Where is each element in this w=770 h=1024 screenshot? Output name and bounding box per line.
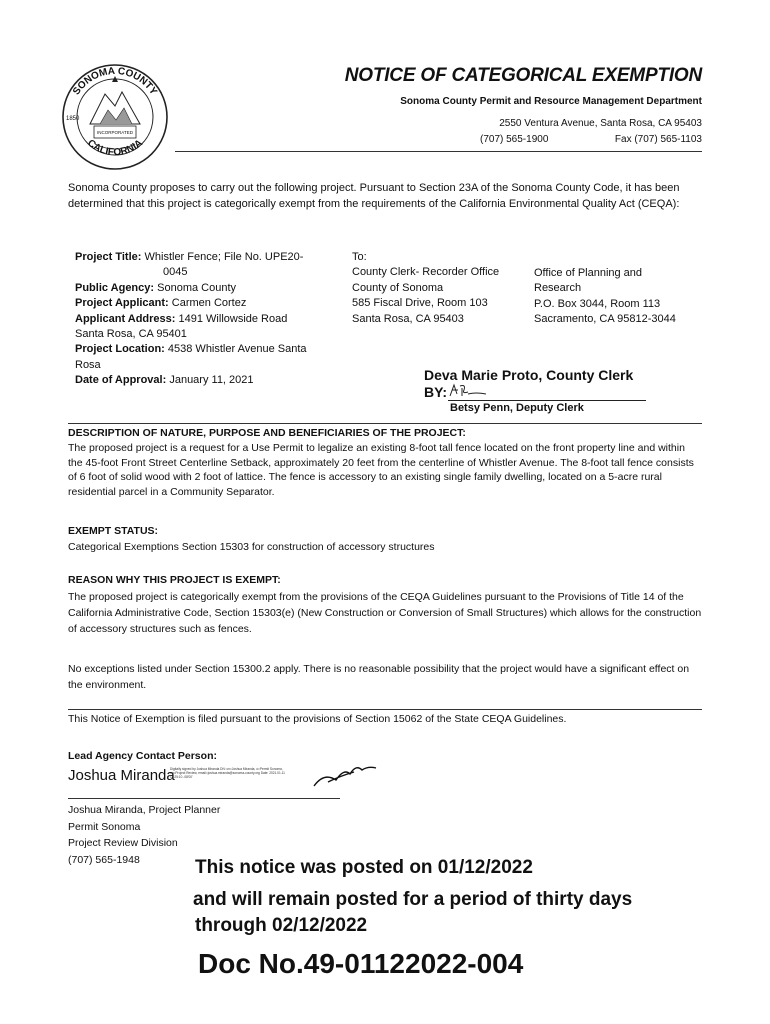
project-title-cont: 0045 xyxy=(163,266,188,279)
exempt-status-text: Categorical Exemptions Section 15303 for construction of accessory structures xyxy=(68,541,435,553)
posting-notice-line: and will remain posted for a period of thirty days xyxy=(193,889,633,910)
svg-text:CALIFORNIA: CALIFORNIA xyxy=(85,137,145,159)
department-address: 2550 Ventura Avenue, Santa Rosa, CA 95403 xyxy=(499,118,702,129)
department-phone: (707) 565-1900 xyxy=(480,134,549,145)
digital-signature-name: Joshua Miranda xyxy=(68,767,175,784)
exempt-status-heading: EXEMPT STATUS: xyxy=(68,525,159,537)
recipient-planning-office xyxy=(534,266,706,328)
header-divider xyxy=(175,151,702,152)
section-divider xyxy=(68,423,702,424)
opr-address-line: Office of Planning and xyxy=(534,267,643,279)
deputy-clerk-name: Betsy Penn, Deputy Clerk xyxy=(450,402,584,414)
recipient-county-clerk xyxy=(352,250,532,327)
svg-text:INCORPORATED: INCORPORATED xyxy=(97,130,133,135)
clerk-address-line: 585 Fiscal Drive, Room 103 xyxy=(352,297,488,310)
posting-notice-line: through 02/12/2022 xyxy=(195,915,368,936)
document-number: Doc No.49-01122022-004 xyxy=(198,948,524,979)
project-applicant-row: Project Applicant: Carmen Cortez xyxy=(75,297,247,310)
contact-line: Permit Sonoma xyxy=(68,820,141,833)
handwritten-signature-icon xyxy=(310,760,380,790)
section-divider xyxy=(68,709,702,710)
description-heading: DESCRIPTION OF NATURE, PURPOSE AND BENEFICIARIES OF THE PROJECT: xyxy=(68,427,466,439)
county-seal-icon xyxy=(60,62,170,172)
notice-title: NOTICE OF CATEGORICAL EXEMPTION xyxy=(344,65,702,86)
date-of-approval-row: Date of Approval: January 11, 2021 xyxy=(75,374,254,387)
intro-paragraph: Sonoma County proposes to carry out the following project. Pursuant to Section 23A of the Sonoma County Code, it has been determined that this project is categorically exempt from the requirements of the California Environmental Quality Act (CEQA): xyxy=(68,182,680,210)
opr-address-line: Sacramento, CA 95812-3044 xyxy=(534,313,676,326)
svg-text:SONOMA COUNTY: SONOMA COUNTY xyxy=(71,65,159,98)
project-location-cont: Rosa xyxy=(75,358,101,371)
deputy-signature-icon xyxy=(448,382,488,400)
lead-agency-heading: Lead Agency Contact Person: xyxy=(68,750,217,762)
county-clerk-name: Deva Marie Proto, County Clerk xyxy=(424,367,634,383)
contact-line: Joshua Miranda, Project Planner xyxy=(68,804,221,816)
posting-notice-line: This notice was posted on 01/12/2022 xyxy=(195,857,533,878)
department-fax: Fax (707) 565-1103 xyxy=(614,134,702,145)
filed-note: This Notice of Exemption is filed pursuant to the provisions of Section 15062 of the State CEQA Guidelines. xyxy=(68,713,567,725)
by-label: BY: xyxy=(424,384,448,400)
reason-text-exceptions: No exceptions listed under Section 15300.2 apply. There is no reasonable possibility that the project would have a significant effect on the environment. xyxy=(68,663,690,691)
svg-text:1850: 1850 xyxy=(66,116,80,122)
to-label: To: xyxy=(352,251,367,263)
contact-line: Project Review Division xyxy=(68,837,178,850)
project-details xyxy=(75,250,343,389)
contact-line: (707) 565-1948 xyxy=(68,853,140,866)
reason-heading: REASON WHY THIS PROJECT IS EXEMPT: xyxy=(68,574,281,586)
clerk-address-line: County of Sonoma xyxy=(352,281,444,294)
project-location-row: Project Location: 4538 Whistler Avenue Santa xyxy=(75,343,307,356)
reason-text: The proposed project is categorically exempt from the provisions of the CEQA Guidelines pursuant to the Provisions of Title 14 of the California Administrative Code, Section 15303(e) (New Construction or Conversion of Small Structures) which allows for the construction of accessory structures such as fences. xyxy=(68,591,702,635)
applicant-address-cont: Santa Rosa, CA 95401 xyxy=(75,328,187,341)
applicant-address-row: Applicant Address: 1491 Willowside Road xyxy=(75,312,288,325)
opr-address-line: Research xyxy=(534,282,582,295)
signature-line xyxy=(68,798,340,799)
department-name: Sonoma County Permit and Resource Management Department xyxy=(400,96,702,107)
digital-signature-details: Digitally signed by Joshua Miranda DN: cn=Joshua Miranda, o=Permit Sonoma, ou=Project Review, email=joshua.miranda@sonoma-county.org Date: 2021.01.11 14:25:10 -08'00' xyxy=(170,767,285,779)
description-text: The proposed project is a request for a Use Permit to legalize an existing 8-foot tall fence located on the front property line and within the 45-foot Front Street Centerline Setback, approximately 20 feet from the centerline of Whistler Avenue. The 8-foot tall fence consists of 6 foot of solid wood with 2 foot of lattice. The fence is accessory to an existing single family dwelling, located on a 5-acre rural residential parcel in a Community Separator. xyxy=(68,442,694,498)
clerk-address-line: Santa Rosa, CA 95403 xyxy=(352,312,464,325)
public-agency-row: Public Agency: Sonoma County xyxy=(75,281,237,294)
project-title-row: Project Title: Whistler Fence; File No. UPE20- xyxy=(75,251,304,263)
opr-address-line: P.O. Box 3044, Room 113 xyxy=(534,297,661,310)
clerk-address-line: County Clerk- Recorder Office xyxy=(352,266,500,279)
